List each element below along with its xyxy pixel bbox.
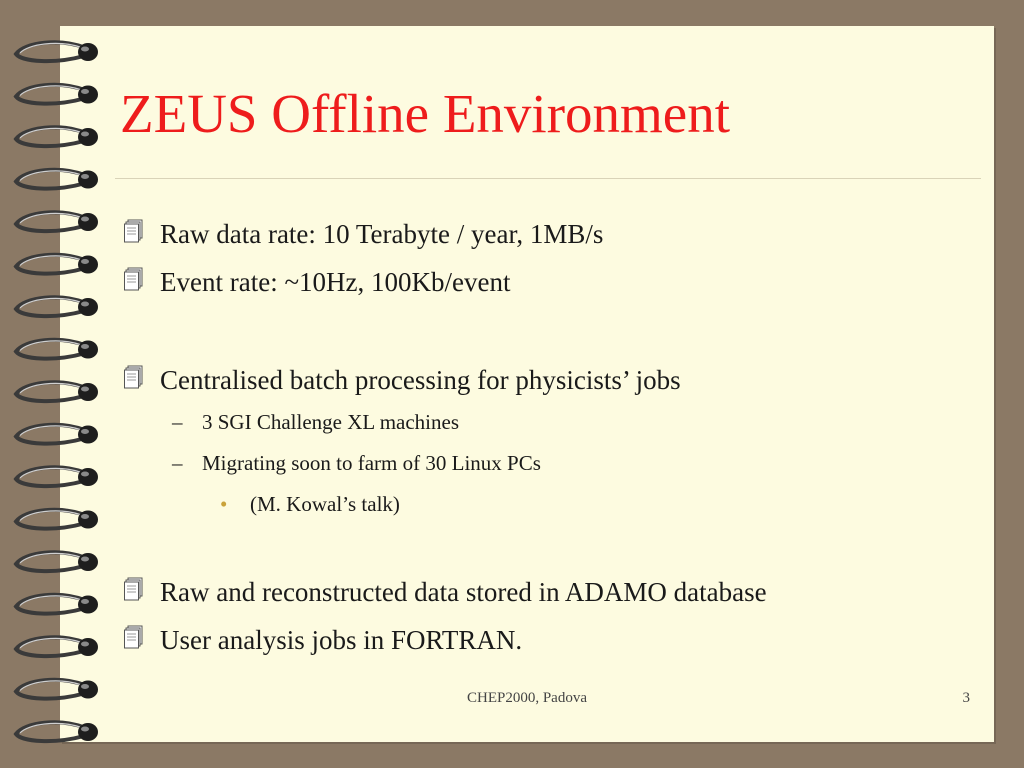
sub-bullet-item — [172, 451, 541, 475]
page-stack-icon — [124, 218, 160, 251]
page-stack-icon — [124, 364, 160, 397]
page-stack-icon — [124, 266, 160, 299]
spiral-binding — [0, 30, 110, 750]
spiral-ring-icon — [16, 255, 98, 274]
bullet-item — [124, 576, 767, 609]
sub-sub-bullet-text: (M. Kowal’s talk) — [250, 492, 400, 516]
sub-bullet-text: 3 SGI Challenge XL machines — [202, 410, 459, 434]
bullet-item — [124, 266, 511, 299]
spiral-ring-icon — [16, 212, 98, 231]
bullet-text: Event rate: ~10Hz, 100Kb/event — [160, 267, 511, 297]
spiral-ring-icon — [16, 127, 98, 146]
spiral-ring-icon — [16, 170, 98, 189]
bullet-item — [124, 218, 603, 251]
spiral-ring-icon — [16, 382, 98, 401]
spiral-ring-icon — [16, 680, 98, 699]
bullet-text: Centralised batch processing for physicists’ jobs — [160, 365, 681, 395]
page-number: 3 — [962, 690, 970, 706]
spiral-ring-icon — [16, 297, 98, 316]
bullet-item — [124, 364, 681, 397]
bullet-item — [124, 624, 522, 657]
dash-marker: – — [172, 410, 183, 434]
spiral-ring-icon — [16, 722, 98, 741]
spiral-ring-icon — [16, 425, 98, 444]
spiral-ring-icon — [16, 42, 98, 61]
slide-footer: CHEP2000, Padova — [467, 690, 587, 706]
spiral-ring-icon — [16, 510, 98, 529]
spiral-ring-icon — [16, 467, 98, 486]
slide-page — [60, 26, 994, 742]
bullet-text: Raw and reconstructed data stored in ADAMO database — [160, 577, 767, 607]
bullet-list — [60, 26, 994, 742]
bullet-text: Raw data rate: 10 Terabyte / year, 1MB/s — [160, 219, 604, 249]
dot-marker: • — [220, 492, 228, 516]
sub-sub-bullet-item — [220, 492, 400, 516]
dash-marker: – — [172, 451, 183, 475]
slide-title: ZEUS Offline Environment — [120, 83, 730, 144]
bullet-text: User analysis jobs in FORTRAN. — [160, 625, 523, 655]
sub-bullet-text: Migrating soon to farm of 30 Linux PCs — [202, 451, 541, 475]
spiral-ring-icon — [16, 340, 98, 359]
page-stack-icon — [124, 576, 160, 609]
spiral-ring-icon — [16, 552, 98, 571]
spiral-ring-icon — [16, 637, 98, 656]
spiral-ring-icon — [16, 595, 98, 614]
page-stack-icon — [124, 624, 160, 657]
sub-bullet-item — [172, 410, 459, 434]
spiral-ring-icon — [16, 85, 98, 104]
